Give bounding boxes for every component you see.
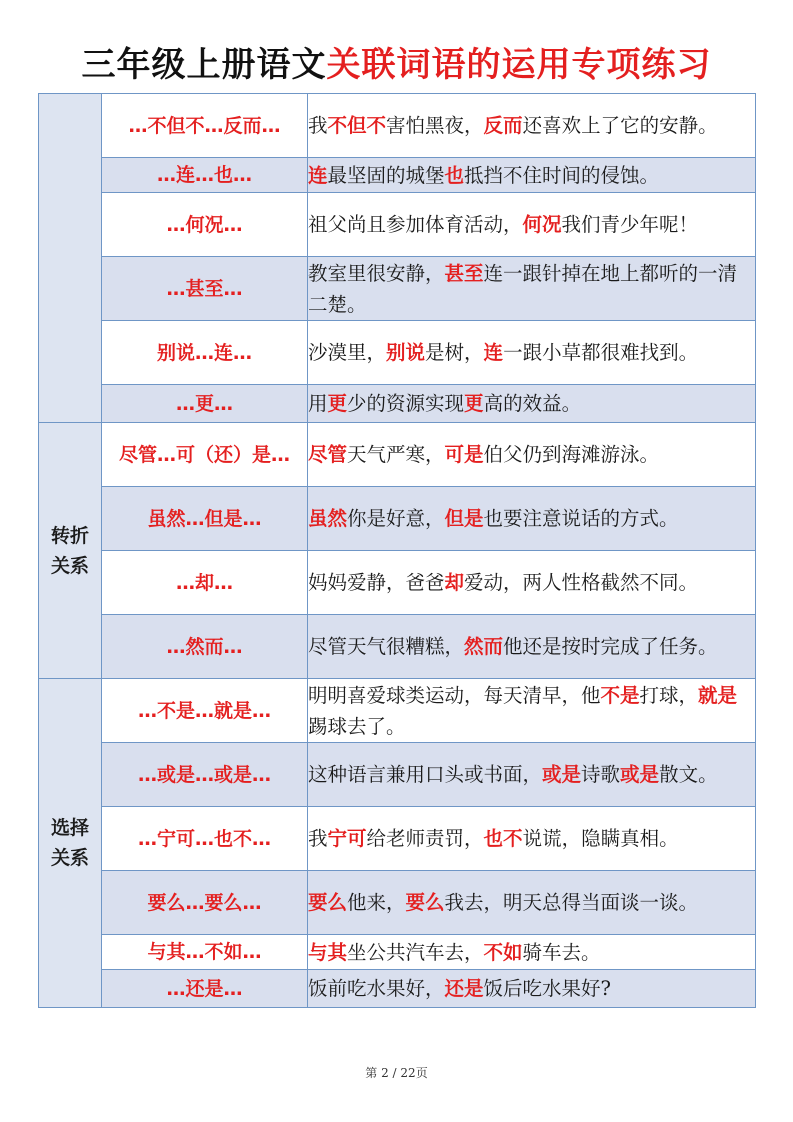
highlight-word: 反而 — [483, 114, 523, 137]
example-cell — [308, 743, 756, 807]
table-row — [39, 615, 756, 679]
table-row — [39, 970, 756, 1008]
page-number: 第 2 / 22页 — [365, 1066, 428, 1080]
example-text: 还喜欢上了它的安静。 — [522, 114, 718, 137]
example-cell — [308, 551, 756, 615]
highlight-word: 连 — [308, 163, 328, 187]
example-text: 是树， — [425, 341, 484, 364]
example-text: 连一跟针掉在地上都听的一清二楚。 — [308, 261, 738, 316]
example-text: 抵挡不住时间的侵蚀。 — [464, 163, 660, 187]
example-text: 妈妈爱静，爸爸 — [308, 571, 445, 594]
example-text: 也要注意说话的方式。 — [483, 507, 679, 530]
example-text: 祖父尚且参加体育活动， — [308, 213, 523, 236]
example-cell — [308, 807, 756, 871]
example-text: 散文。 — [659, 763, 718, 786]
highlight-word: 也不 — [483, 827, 523, 850]
highlight-word: 不如 — [483, 940, 523, 964]
example-cell — [308, 935, 756, 970]
highlight-word: 但是 — [444, 507, 484, 530]
category-label: 选择关系 — [50, 817, 89, 869]
highlight-word: 或是 — [542, 763, 582, 786]
keyword-cell: 尽管…可（还）是… — [102, 423, 308, 487]
example-text: 踢球去了。 — [308, 714, 406, 738]
example-text: 爱动，两人性格截然不同。 — [464, 571, 699, 594]
keyword-cell: …甚至… — [102, 257, 308, 321]
example-text: 天气严寒， — [347, 443, 445, 466]
example-text: 你是好意， — [347, 507, 445, 530]
example-cell — [308, 94, 756, 158]
example-cell — [308, 158, 756, 193]
highlight-word: 虽然 — [308, 507, 348, 530]
example-text: 我们青少年呢！ — [561, 213, 699, 236]
highlight-word: 与其 — [308, 940, 348, 964]
highlight-word: 更 — [327, 392, 348, 415]
highlight-word: 不但不 — [327, 114, 387, 137]
example-cell — [308, 321, 756, 385]
keyword-cell: 别说…连… — [102, 321, 308, 385]
example-text: 这种语言兼用口头或书面， — [308, 763, 543, 786]
example-text: 最坚固的城堡 — [327, 163, 445, 187]
example-text: 教室里很安静， — [308, 261, 445, 285]
example-text: 坐公共汽车去， — [347, 940, 484, 964]
example-text: 饭前吃水果好， — [308, 977, 445, 1000]
highlight-word: 尽管 — [308, 443, 348, 466]
keyword-cell: …还是… — [102, 970, 308, 1008]
example-cell — [308, 871, 756, 935]
page-title — [0, 40, 793, 90]
example-text: 我 — [308, 114, 328, 137]
highlight-word: 别说 — [386, 341, 426, 364]
example-text: 给老师责罚， — [366, 827, 484, 850]
table-row — [39, 193, 756, 257]
example-cell — [308, 615, 756, 679]
highlight-word: 何况 — [522, 213, 562, 236]
highlight-word: 然而 — [464, 635, 504, 658]
highlight-word: 可是 — [444, 443, 484, 466]
highlight-word: 不是 — [600, 683, 640, 707]
example-text: 他来， — [347, 891, 406, 914]
table-row — [39, 935, 756, 970]
table-row — [39, 257, 756, 321]
highlight-word: 连 — [483, 341, 504, 364]
keyword-cell: …何况… — [102, 193, 308, 257]
title-part-black: 三年级上册语文 — [81, 45, 327, 85]
keyword-cell: …不但不…反而… — [102, 94, 308, 158]
example-cell — [308, 487, 756, 551]
example-text: 少的资源实现 — [347, 392, 465, 415]
example-text: 高的效益。 — [483, 392, 582, 415]
example-text: 他还是按时完成了任务。 — [503, 635, 718, 658]
table-row — [39, 158, 756, 193]
highlight-word: 也 — [444, 163, 465, 187]
table-row — [39, 679, 756, 743]
highlight-word: 宁可 — [327, 827, 367, 850]
example-text: 伯父仍到海滩游泳。 — [483, 443, 660, 466]
example-text: 明明喜爱球类运动，每天清早，他 — [308, 683, 601, 707]
highlight-word: 却 — [444, 571, 465, 594]
example-cell — [308, 423, 756, 487]
example-text: 说谎，隐瞒真相。 — [522, 827, 679, 850]
keyword-cell: …或是…或是… — [102, 743, 308, 807]
table-row — [39, 94, 756, 158]
highlight-word: 要么 — [308, 891, 348, 914]
category-cell — [39, 94, 102, 423]
example-text: 打球， — [639, 683, 699, 707]
keyword-cell: …却… — [102, 551, 308, 615]
example-text: 诗歌 — [581, 763, 621, 786]
table-row — [39, 871, 756, 935]
example-cell — [308, 679, 756, 743]
example-text: 一跟小草都很难找到。 — [503, 341, 699, 364]
category-cell — [39, 423, 102, 679]
keyword-cell: …更… — [102, 385, 308, 423]
table-row — [39, 551, 756, 615]
highlight-word: 或是 — [620, 763, 660, 786]
example-text: 我去，明天总得当面谈一谈。 — [444, 891, 699, 914]
category-cell — [39, 679, 102, 1008]
example-cell — [308, 385, 756, 423]
example-cell — [308, 970, 756, 1008]
keyword-cell: 要么…要么… — [102, 871, 308, 935]
title-part-red: 关联词语的运用专项练习 — [326, 45, 712, 85]
example-text: 骑车去。 — [522, 940, 601, 964]
table-row — [39, 807, 756, 871]
example-text: 沙漠里， — [308, 341, 387, 364]
conjunction-table — [38, 93, 756, 1008]
example-text: 我 — [308, 827, 328, 850]
table-row — [39, 487, 756, 551]
example-cell — [308, 193, 756, 257]
table-row — [39, 423, 756, 487]
example-text: 饭后吃水果好? — [483, 977, 611, 1000]
table-row — [39, 321, 756, 385]
category-label: 转折关系 — [50, 524, 89, 577]
keyword-cell: …连…也… — [102, 158, 308, 193]
highlight-word: 甚至 — [444, 261, 484, 285]
table-row — [39, 743, 756, 807]
keyword-cell: …不是…就是… — [102, 679, 308, 743]
keyword-cell: …宁可…也不… — [102, 807, 308, 871]
keyword-cell: 与其…不如… — [102, 935, 308, 970]
example-text: 害怕黑夜， — [386, 114, 484, 137]
highlight-word: 更 — [464, 392, 484, 415]
example-cell — [308, 257, 756, 321]
example-text: 用 — [308, 392, 328, 415]
table-row — [39, 385, 756, 423]
keyword-cell: 虽然…但是… — [102, 487, 308, 551]
keyword-cell: …然而… — [102, 615, 308, 679]
highlight-word: 还是 — [444, 977, 484, 1000]
highlight-word: 要么 — [405, 891, 445, 914]
example-text: 尽管天气很糟糕， — [308, 635, 465, 658]
highlight-word: 就是 — [698, 683, 738, 707]
